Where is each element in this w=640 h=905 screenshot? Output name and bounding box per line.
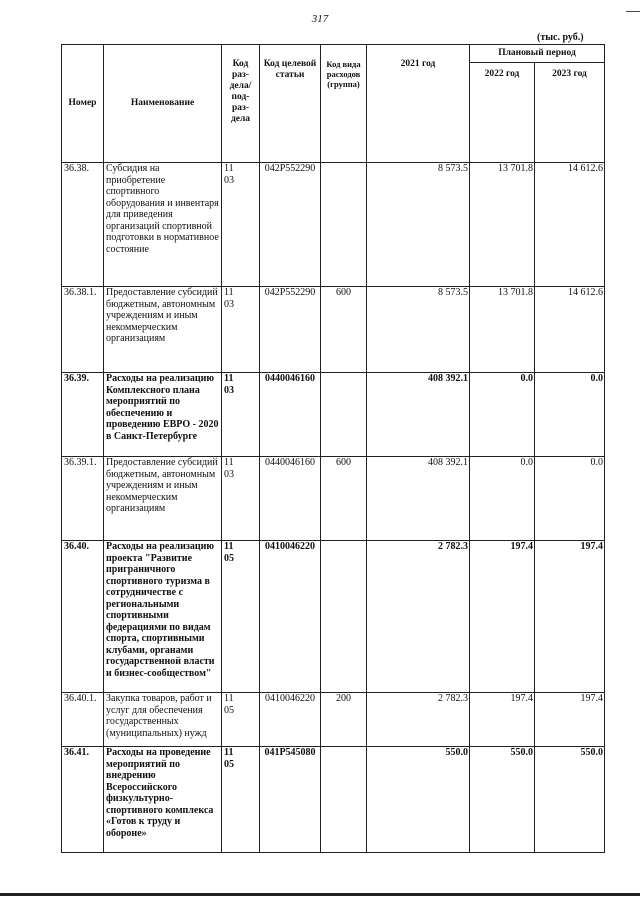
- row-number: 36.40.1.: [62, 693, 104, 747]
- table-row: [62, 693, 605, 747]
- budget-table: [61, 44, 605, 853]
- row-2023: 197.4: [535, 693, 605, 747]
- table-row: [62, 747, 605, 853]
- row-2022: 13 701.8: [470, 287, 535, 373]
- row-target-code: 042P552290: [260, 163, 321, 287]
- row-number: 36.38.: [62, 163, 104, 287]
- row-target-code: 0440046160: [260, 373, 321, 457]
- row-2023: 14 612.6: [535, 287, 605, 373]
- row-target-code: 0410046220: [260, 693, 321, 747]
- row-podrazdel: 03: [224, 174, 234, 186]
- row-target-code: 041P545080: [260, 747, 321, 853]
- corner-mark: [626, 11, 640, 12]
- row-number: 36.38.1.: [62, 287, 104, 373]
- row-razdel: 11: [224, 541, 234, 552]
- row-2022: 197.4: [470, 693, 535, 747]
- row-podrazdel: 03: [224, 384, 234, 396]
- table-row: [62, 457, 605, 541]
- row-target-code: 042P552290: [260, 287, 321, 373]
- header-plan-period: Плановый период: [470, 45, 605, 63]
- row-2022: 0.0: [470, 373, 535, 457]
- row-razdel: 11: [224, 287, 234, 298]
- row-2022: 13 701.8: [470, 163, 535, 287]
- page-number: 317: [311, 13, 329, 25]
- header-2023: 2023 год: [535, 63, 605, 163]
- row-name: Расходы на реализацию Комплексного плана мероприятий по обеспечению и проведению ЕВРО - 2020 в Санкт-Петербурге: [104, 373, 222, 457]
- row-expense-code: 200: [321, 693, 367, 747]
- row-name: Закупка товаров, работ и услуг для обеспечения государственных (муниципальных) нужд: [104, 693, 222, 747]
- row-name: Предоставление субсидий бюджетным, автономным учреждениям и иным некоммерческим организациям: [104, 287, 222, 373]
- table-row: [62, 373, 605, 457]
- row-2021: 408 392.1: [367, 457, 470, 541]
- row-podrazdel: 05: [224, 758, 234, 770]
- row-2021: 408 392.1: [367, 373, 470, 457]
- header-2022: 2022 год: [470, 63, 535, 163]
- row-razdel: 11: [224, 747, 234, 758]
- row-section: [222, 693, 260, 747]
- row-razdel: 11: [224, 373, 234, 384]
- row-section: [222, 163, 260, 287]
- row-2021: 2 782.3: [367, 541, 470, 693]
- header-number: Номер: [62, 45, 104, 163]
- header-expense: Код вида расходов (группа): [321, 45, 367, 163]
- table-row: [62, 287, 605, 373]
- header-2021: 2021 год: [367, 45, 470, 163]
- row-2022: 197.4: [470, 541, 535, 693]
- row-2021: 8 573.5: [367, 163, 470, 287]
- row-podrazdel: 03: [224, 468, 234, 480]
- row-podrazdel: 03: [224, 298, 234, 310]
- row-section: [222, 373, 260, 457]
- row-2023: 0.0: [535, 457, 605, 541]
- row-number: 36.40.: [62, 541, 104, 693]
- row-2021: 8 573.5: [367, 287, 470, 373]
- row-target-code: 0440046160: [260, 457, 321, 541]
- row-2023: 14 612.6: [535, 163, 605, 287]
- header-name: Наименование: [104, 45, 222, 163]
- row-2022: 550.0: [470, 747, 535, 853]
- row-2023: 550.0: [535, 747, 605, 853]
- row-target-code: 0410046220: [260, 541, 321, 693]
- row-expense-code: [321, 163, 367, 287]
- row-number: 36.39.: [62, 373, 104, 457]
- bottom-rule: [0, 893, 640, 896]
- row-expense-code: 600: [321, 457, 367, 541]
- row-2022: 0.0: [470, 457, 535, 541]
- row-name: Субсидия на приобретение спортивного оборудования и инвентаря для приведения организаций спортивной подготовки в нормативное состояние: [104, 163, 222, 287]
- units-label: (тыс. руб.): [537, 32, 584, 43]
- row-number: 36.39.1.: [62, 457, 104, 541]
- row-2023: 197.4: [535, 541, 605, 693]
- row-razdel: 11: [224, 163, 234, 174]
- header-target: Код целевой статьи: [260, 45, 321, 163]
- row-name: Расходы на реализацию проекта "Развитие приграничного спортивного туризма в сотрудничестве с региональными спортивными федерациями по видам спорта, спортивными клубами, органами государственной власти и бизнес-сообществом": [104, 541, 222, 693]
- row-razdel: 11: [224, 457, 234, 468]
- row-2023: 0.0: [535, 373, 605, 457]
- row-razdel: 11: [224, 693, 234, 704]
- row-name: Предоставление субсидий бюджетным, автономным учреждениям и иным некоммерческим организациям: [104, 457, 222, 541]
- row-expense-code: 600: [321, 287, 367, 373]
- row-name: Расходы на проведение мероприятий по внедрению Всероссийского физкультурно-спортивного комплекса «Готов к труду и обороне»: [104, 747, 222, 853]
- row-section: [222, 287, 260, 373]
- row-expense-code: [321, 747, 367, 853]
- table-row: [62, 163, 605, 287]
- row-section: [222, 457, 260, 541]
- table-row: [62, 541, 605, 693]
- header-section: Код раз- дела/ под- раз- дела: [222, 45, 260, 163]
- row-section: [222, 541, 260, 693]
- row-podrazdel: 05: [224, 704, 234, 716]
- row-2021: 2 782.3: [367, 693, 470, 747]
- row-expense-code: [321, 541, 367, 693]
- row-2021: 550.0: [367, 747, 470, 853]
- row-section: [222, 747, 260, 853]
- row-podrazdel: 05: [224, 552, 234, 564]
- row-expense-code: [321, 373, 367, 457]
- row-number: 36.41.: [62, 747, 104, 853]
